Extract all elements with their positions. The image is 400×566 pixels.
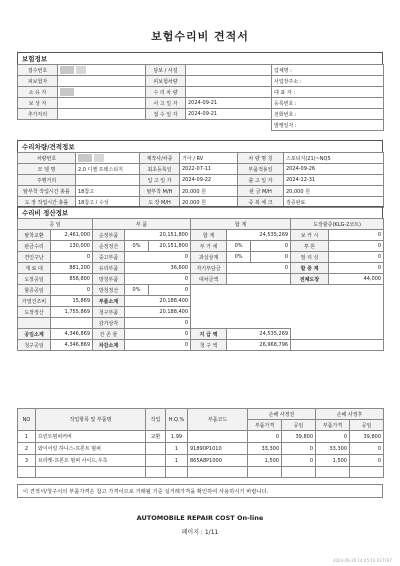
cell: 0: [251, 252, 291, 263]
cell: 프런트범퍼커버: [36, 431, 146, 443]
cell: 2,461,000: [51, 230, 93, 241]
label-detach-rate: 탈부착 작업시간 총률: [18, 186, 76, 197]
label-additional: 추가처리: [18, 109, 58, 120]
cell: 공임소계: [18, 329, 51, 340]
header-before: 손해 사정전: [248, 409, 316, 420]
cell: 0: [125, 252, 191, 263]
cell: 1.99: [166, 431, 188, 443]
cell: [146, 443, 166, 455]
cell: 0: [251, 241, 291, 252]
cell: 교환: [146, 431, 166, 443]
cell: 1,500: [316, 455, 350, 467]
cell: [188, 431, 248, 443]
value-plate: [76, 153, 140, 164]
cell: 과실상계: [191, 252, 227, 263]
cell: 91890P1010: [188, 443, 248, 455]
value-paint-mh: 20,000 원: [180, 197, 238, 208]
cell: 0: [125, 340, 191, 351]
value-paint-rate: 18참고 / 수성: [76, 197, 140, 208]
cell: 보 카 시: [291, 230, 329, 241]
cell: 1,500: [248, 455, 282, 467]
label-first-reg: 최초등록일: [140, 164, 180, 175]
cell: 20,188,400: [125, 307, 191, 318]
cell: 20,188,400: [125, 296, 191, 307]
label-maker: 제작사/차종: [140, 153, 180, 164]
label-mileage: 주행거리: [18, 175, 76, 186]
cell: 0: [125, 274, 191, 285]
cell: 33,300: [316, 443, 350, 455]
cell: 순정부품: [93, 230, 125, 241]
cell: 0: [282, 455, 316, 467]
cell: 1: [166, 443, 188, 455]
value-receipt-no: [58, 65, 146, 76]
label-in-date: 입 고 일 자: [140, 175, 180, 186]
header-parts: 부 품: [93, 219, 191, 230]
label-paint-rate: 도 장 작업시간 총률: [18, 197, 76, 208]
label-coverage: 담보 / 사설: [146, 65, 186, 76]
label-out-date: 출 고 일 자: [238, 175, 284, 186]
cell: 견인구난: [18, 252, 51, 263]
cell: 0: [51, 285, 93, 296]
cell: 0%: [125, 241, 149, 252]
settlement-row: [18, 230, 384, 241]
cell: 차감소계: [93, 340, 125, 351]
cell: 잔 존 물: [93, 329, 125, 340]
cell: 지 급 액: [191, 329, 227, 340]
cell: 1: [18, 431, 36, 443]
cell: 브라켓-프론트 범퍼 사이드,우측: [36, 455, 146, 467]
cell: 0: [329, 230, 384, 241]
value-sheet-mh: 20,000 원: [284, 186, 384, 197]
header-hq: H.Q.%: [166, 409, 188, 431]
vehicle-table: [17, 152, 384, 208]
cell: 합 계: [191, 230, 227, 241]
value-maker: 기아 / RV: [180, 153, 238, 164]
value-adjuster: [58, 98, 146, 109]
cell: 방청정산: [93, 285, 125, 296]
cell: 순정정산: [93, 241, 125, 252]
header-no: NO: [18, 409, 36, 431]
label-parts-date: 부품적용일: [238, 164, 284, 175]
value-first-reg: 2022-07-11: [180, 164, 238, 175]
settlement-row: [18, 252, 384, 263]
cell: 4,346,869: [51, 340, 93, 351]
value-detach-rate: 18참고: [76, 186, 140, 197]
cell: 청구공임: [18, 340, 51, 351]
label-detach-mh: 탈부착 M/H: [140, 186, 180, 197]
insurance-section-title: 보험정보: [17, 52, 383, 64]
table-row: [18, 455, 384, 467]
cell: 중고부품: [93, 252, 125, 263]
cell: [51, 318, 93, 329]
cell: 0: [350, 455, 384, 467]
cell: 0: [282, 443, 316, 455]
cell: 가열건조비: [18, 296, 51, 307]
settlement-row: [18, 263, 384, 274]
cell: 자기부담금: [191, 263, 227, 274]
label-model: 모 델 명: [18, 164, 76, 175]
label-ceo: 대 표 자 :: [272, 87, 384, 98]
header-work: 작업: [146, 409, 166, 431]
cell: [291, 340, 384, 351]
cell: 판금수리: [18, 241, 51, 252]
sub-labor: 공임: [350, 420, 384, 431]
value-in-date: 2024-09-22: [180, 175, 238, 186]
cell: 0: [329, 241, 384, 252]
value-repair-vehicle: [186, 87, 272, 98]
cell: 36,600: [125, 263, 191, 274]
value-dup-check: 검증완료: [284, 197, 384, 208]
cell: [191, 285, 384, 296]
label-plate: 차량번호: [18, 153, 76, 164]
table-row-empty: [18, 467, 384, 478]
value-detach-mh: 20,000 원: [180, 186, 238, 197]
label-insured: 피보험자: [18, 76, 58, 87]
value-model: 2.0 디젤 프레스티지: [76, 164, 140, 175]
vehicle-section-title: 수리차량/견적정보: [17, 140, 383, 152]
cell: 44,000: [329, 274, 384, 285]
label-reg-no: 등록번호 :: [272, 98, 384, 109]
cell: 1: [166, 455, 188, 467]
cell: 재 료 대: [18, 263, 51, 274]
cell: 130,000: [51, 241, 93, 252]
cell: 도장공임: [18, 274, 51, 285]
cell: 0: [329, 263, 384, 274]
cell: 0%: [227, 252, 251, 263]
cell: 펄 리 싱: [291, 252, 329, 263]
cell: [291, 329, 384, 340]
label-owner: 소 유 자: [18, 87, 58, 98]
cell: [146, 455, 166, 467]
cell: 4,346,869: [51, 329, 93, 340]
cell: 39,800: [282, 431, 316, 443]
cell: 방청부품: [93, 274, 125, 285]
header-total: 합 계: [191, 219, 291, 230]
parts-header: [18, 409, 384, 420]
table-row: [18, 431, 384, 443]
disclaimer-note: 이 견적서/청구서의 부품가격은 참고 가격이므로 거래될 기준 실거래가격을 확인하여 사용하시기 바랍니다.: [17, 484, 383, 498]
label-receipt-no: 접수번호: [18, 65, 58, 76]
label-adjuster: 보 상 자: [18, 98, 58, 109]
cell: 전체도장: [291, 274, 329, 285]
settlement-row: [18, 241, 384, 252]
value-insured: [58, 76, 146, 87]
cell: 20,151,800: [149, 241, 191, 252]
value-mileage: [76, 175, 140, 186]
cell: 0: [316, 431, 350, 443]
cell: 1,755,869: [51, 307, 93, 318]
cell: 0: [125, 329, 191, 340]
header-paint-surcharge: 도장할증(KLG-2코트): [291, 219, 384, 230]
cell: 0%: [227, 241, 251, 252]
sub-price: 부품가격: [248, 420, 282, 431]
label-address: 사업장주소 :: [272, 76, 384, 87]
parts-table: [17, 408, 384, 478]
value-additional: [58, 109, 146, 120]
settlement-table: [17, 218, 384, 351]
cell: 33,300: [248, 443, 282, 455]
cell: 2: [18, 443, 36, 455]
document-title: 보험수리비 견적서: [151, 30, 249, 43]
label-dup-check: 중 복 체 크: [238, 197, 284, 208]
value-coverage: [186, 65, 272, 76]
label-vehicle-name: 차 량 명 칭: [238, 153, 284, 164]
value-insured-vehicle: [186, 76, 272, 87]
label-receipt-date: 접 수 일 자: [146, 109, 186, 120]
page-number: 페이지 : 1/11: [181, 529, 219, 536]
label-phone: 전화번호 :: [272, 109, 384, 120]
cell: 0: [51, 252, 93, 263]
label-sheet-mh: 판 금 M/H: [238, 186, 284, 197]
label-repair-vehicle: 수 리 차 량: [146, 87, 186, 98]
label-paint-mh: 도 장 M/H: [140, 197, 180, 208]
cell: 부 가 세: [191, 241, 227, 252]
cell: 39,800: [350, 431, 384, 443]
settlement-header: [18, 219, 384, 230]
cell: 와이어링 하니스-프론트 범퍼: [36, 443, 146, 455]
value-parts-date: 2024-09-26: [284, 164, 384, 175]
cell: 858,800: [51, 274, 93, 285]
header-code: 부품코드: [188, 409, 248, 431]
cell: 할증공임: [18, 285, 51, 296]
settlement-row: [18, 329, 384, 340]
cell: 26,968,796: [227, 340, 291, 351]
cell: 0: [329, 252, 384, 263]
cell: 20,151,800: [125, 230, 191, 241]
value-out-date: 2024-12-31: [284, 175, 384, 186]
sub-labor: 공임: [282, 420, 316, 431]
label-company: 업체명 :: [272, 65, 384, 76]
value-receipt-date: 2024-09-21: [186, 109, 272, 120]
cell: 865A8P1000: [188, 455, 248, 467]
settlement-row: [18, 296, 384, 307]
settlement-row: [18, 274, 384, 285]
settlement-row: [18, 285, 384, 296]
sub-price: 부품가격: [316, 420, 350, 431]
cell: [191, 296, 384, 307]
header-after: 손해 사정후: [316, 409, 384, 420]
cell: 투 톤: [291, 241, 329, 252]
cell: 0: [125, 318, 191, 329]
cell: 24,535,269: [227, 230, 291, 241]
label-issue-date: 발행일자 :: [272, 120, 384, 131]
value-vehicle-name: 스포티지(21)~NQ5: [284, 153, 384, 164]
cell: [191, 318, 384, 329]
cell: 탈착교환: [18, 230, 51, 241]
value-owner: [58, 87, 146, 98]
cell: 도장정산: [18, 307, 51, 318]
header-item: 작업항목 및 부품명: [36, 409, 146, 431]
settlement-row: [18, 307, 384, 318]
cell: 청 구 액: [191, 340, 227, 351]
header-labor: 공 임: [18, 219, 93, 230]
cell: 감가상각: [93, 318, 125, 329]
value-accident-date: 2024-09-21: [186, 98, 272, 109]
cell: 0: [350, 443, 384, 455]
label-insured-vehicle: 피보험차량: [146, 76, 186, 87]
insurance-table: [17, 64, 384, 131]
cell: 0%: [125, 285, 149, 296]
cell: 대차금액: [191, 274, 227, 285]
settlement-section-title: 수리비 정산정보: [17, 206, 383, 218]
print-timestamp: 2024-09-26 14:45:16 627197: [332, 558, 392, 563]
footer-title: AUTOMOBILE REPAIR COST On-line: [136, 514, 264, 522]
settlement-row: [18, 340, 384, 351]
cell: 24,535,269: [227, 329, 291, 340]
settlement-row: [18, 318, 384, 329]
table-row: [18, 443, 384, 455]
cell: 0: [149, 285, 191, 296]
cell: 15,869: [51, 296, 93, 307]
label-accident-date: 사 고 일 자: [146, 98, 186, 109]
cell: [18, 318, 51, 329]
cell: 유리부품: [93, 263, 125, 274]
cell: 881,200: [51, 263, 93, 274]
cell: 할 증 계: [291, 263, 329, 274]
cell: [227, 274, 291, 285]
cell: 청구부품: [93, 307, 125, 318]
cell: 0: [248, 431, 282, 443]
cell: 부품소계: [93, 296, 125, 307]
cell: 3: [18, 455, 36, 467]
cell: [191, 307, 384, 318]
cell: 0: [227, 263, 291, 274]
